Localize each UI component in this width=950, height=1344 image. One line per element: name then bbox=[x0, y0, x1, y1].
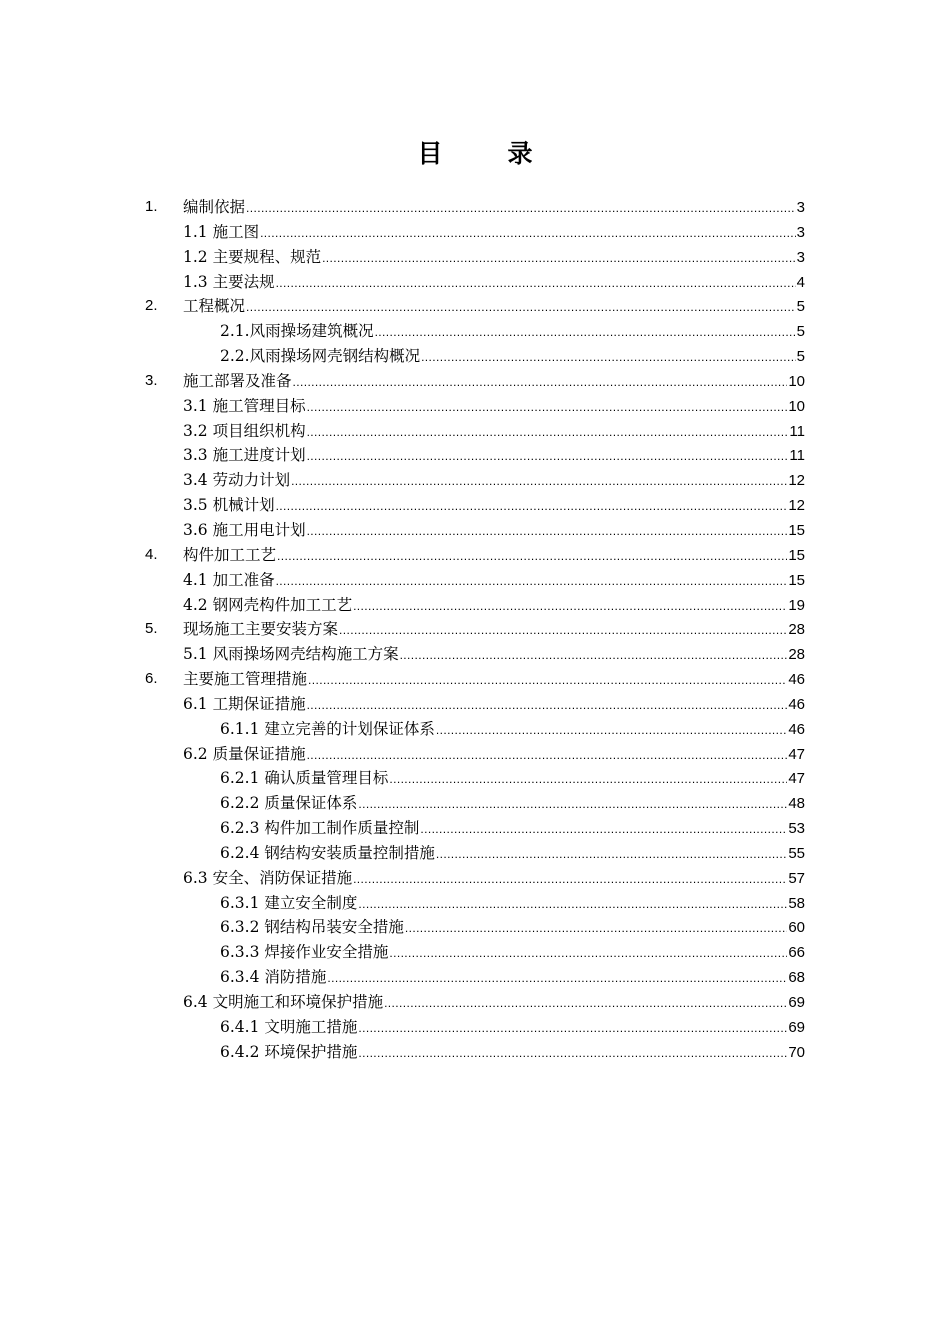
toc-entry-title: 1.1 施工图 bbox=[183, 222, 260, 241]
toc-entry-line bbox=[183, 220, 805, 245]
dot-leader bbox=[400, 643, 788, 667]
dot-leader bbox=[276, 569, 788, 593]
toc-entry-page-number: 66 bbox=[788, 944, 805, 962]
toc-entry-page-number: 11 bbox=[789, 422, 805, 440]
toc-entry[interactable] bbox=[0, 394, 950, 419]
toc-entry-title: 3.3 施工进度计划 bbox=[183, 446, 306, 465]
toc-entry-title: 构件加工工艺 bbox=[183, 545, 277, 564]
toc-entry[interactable] bbox=[0, 319, 950, 344]
toc-entry-number: 5. bbox=[145, 620, 158, 638]
dot-leader bbox=[246, 196, 796, 220]
toc-entry-number: 1. bbox=[145, 198, 158, 215]
toc-entry-page-number: 5 bbox=[796, 323, 805, 341]
toc-entry-page-number: 70 bbox=[788, 1043, 805, 1061]
toc-entry[interactable] bbox=[0, 344, 950, 369]
toc-entry[interactable] bbox=[0, 419, 950, 444]
toc-entry-page-number: 47 bbox=[788, 770, 805, 788]
dot-leader bbox=[389, 941, 787, 965]
dot-leader bbox=[375, 320, 796, 344]
toc-entry-line bbox=[220, 319, 805, 344]
toc-entry-page-number: 69 bbox=[788, 1018, 805, 1036]
toc-entry-page-number: 15 bbox=[788, 521, 805, 539]
toc-entry[interactable] bbox=[0, 1040, 950, 1065]
toc-entry-title: 6.2.2 质量保证体系 bbox=[220, 794, 358, 813]
toc-entry[interactable] bbox=[0, 518, 950, 543]
dot-leader bbox=[421, 345, 796, 369]
toc-entry[interactable] bbox=[0, 940, 950, 965]
toc-entry-line bbox=[183, 195, 805, 220]
toc-entry-page-number: 47 bbox=[788, 745, 805, 763]
toc-entry-line bbox=[183, 568, 805, 593]
toc-entry-line bbox=[183, 270, 805, 295]
toc-entry-title: 主要施工管理措施 bbox=[183, 670, 308, 689]
toc-entry-title: 6.1 工期保证措施 bbox=[183, 694, 306, 713]
dot-leader bbox=[277, 544, 787, 568]
toc-entry-line bbox=[183, 245, 805, 270]
dot-leader bbox=[308, 668, 787, 692]
toc-entry-line bbox=[183, 369, 805, 394]
toc-entry-page-number: 69 bbox=[788, 994, 805, 1011]
toc-entry[interactable] bbox=[0, 195, 950, 220]
toc-entry-page-number: 4 bbox=[796, 273, 805, 291]
toc-entry-line bbox=[183, 692, 805, 717]
toc-entry[interactable] bbox=[0, 891, 950, 916]
toc-entry-title: 2.1.风雨操场建筑概况 bbox=[220, 322, 374, 341]
toc-entry[interactable] bbox=[0, 816, 950, 841]
toc-entry[interactable] bbox=[0, 443, 950, 468]
toc-entry-title: 6.3.2 钢结构吊装安全措施 bbox=[220, 918, 404, 937]
toc-entry-title: 6.2.4 钢结构安装质量控制措施 bbox=[220, 843, 435, 862]
toc-entry[interactable] bbox=[0, 692, 950, 717]
dot-leader bbox=[246, 295, 796, 319]
toc-entry-page-number: 60 bbox=[788, 919, 805, 937]
toc-entry-title: 6.1.1 建立完善的计划保证体系 bbox=[220, 719, 435, 738]
toc-entry-title: 编制依据 bbox=[183, 198, 246, 216]
toc-entry-title: 6.3.1 建立安全制度 bbox=[220, 893, 358, 912]
toc-entry-title: 3.4 劳动力计划 bbox=[183, 471, 291, 490]
dot-leader bbox=[420, 817, 787, 841]
toc-entry-title: 现场施工主要安装方案 bbox=[183, 620, 339, 639]
toc-entry-title: 3.5 机械计划 bbox=[183, 496, 275, 515]
toc-entry[interactable] bbox=[0, 766, 950, 791]
toc-entry-page-number: 10 bbox=[788, 397, 805, 415]
toc-entry-line bbox=[220, 915, 805, 940]
toc-entry-title: 6.4 文明施工和环境保护措施 bbox=[183, 993, 384, 1011]
toc-entry-page-number: 11 bbox=[789, 447, 805, 465]
toc-entry-page-number: 3 bbox=[796, 248, 805, 266]
toc-entry-page-number: 3 bbox=[796, 199, 805, 216]
toc-entry-page-number: 5 bbox=[796, 298, 805, 316]
toc-entry-title: 工程概况 bbox=[183, 297, 246, 316]
dot-leader bbox=[307, 519, 788, 543]
toc-entry-page-number: 15 bbox=[788, 571, 805, 589]
toc-entry-line bbox=[220, 717, 805, 742]
toc-entry[interactable] bbox=[0, 866, 950, 891]
toc-entry-page-number: 19 bbox=[788, 596, 805, 614]
toc-entry-page-number: 46 bbox=[788, 695, 805, 713]
toc-entry-line bbox=[220, 965, 805, 990]
toc-entry-page-number: 3 bbox=[796, 223, 805, 241]
toc-entry-title: 3.1 施工管理目标 bbox=[183, 396, 306, 415]
toc-entry[interactable] bbox=[0, 742, 950, 767]
toc-entry-title: 6.2 质量保证措施 bbox=[183, 744, 306, 763]
toc-entry-page-number: 46 bbox=[788, 671, 805, 689]
toc-entry-line bbox=[183, 543, 805, 568]
toc-entry-line bbox=[220, 940, 805, 965]
table-of-contents bbox=[0, 195, 950, 1065]
dot-leader bbox=[327, 966, 787, 990]
toc-entry[interactable] bbox=[0, 294, 950, 319]
toc-entry[interactable] bbox=[0, 593, 950, 618]
toc-entry-page-number: 46 bbox=[788, 720, 805, 738]
toc-entry[interactable] bbox=[0, 245, 950, 270]
toc-entry[interactable] bbox=[0, 617, 950, 642]
toc-entry-line bbox=[220, 891, 805, 916]
toc-entry-title: 6.2.3 构件加工制作质量控制 bbox=[220, 819, 420, 838]
toc-entry-page-number: 57 bbox=[788, 869, 805, 887]
dot-leader bbox=[358, 792, 787, 816]
page-title: 目 录 bbox=[417, 139, 553, 168]
toc-entry[interactable] bbox=[0, 468, 950, 493]
dot-leader bbox=[358, 1041, 787, 1065]
dot-leader bbox=[353, 867, 787, 891]
toc-entry[interactable] bbox=[0, 1015, 950, 1040]
toc-entry-line bbox=[220, 1015, 805, 1040]
toc-entry-title: 5.1 风雨操场网壳结构施工方案 bbox=[183, 645, 399, 664]
toc-entry-number: 2. bbox=[145, 297, 158, 315]
toc-entry-title: 3.6 施工用电计划 bbox=[183, 520, 306, 539]
toc-entry-title: 6.3.4 消防措施 bbox=[220, 968, 327, 987]
toc-entry-page-number: 68 bbox=[788, 969, 805, 987]
toc-entry-title: 6.2.1 确认质量管理目标 bbox=[220, 769, 389, 788]
toc-entry-title: 1.3 主要法规 bbox=[183, 272, 275, 291]
toc-entry[interactable] bbox=[0, 965, 950, 990]
toc-entry-line bbox=[183, 742, 805, 767]
toc-entry-page-number: 28 bbox=[788, 621, 805, 639]
toc-entry-page-number: 5 bbox=[796, 348, 805, 366]
toc-entry[interactable] bbox=[0, 543, 950, 568]
toc-entry-page-number: 10 bbox=[788, 372, 805, 390]
toc-entry-line bbox=[183, 667, 805, 692]
dot-leader bbox=[307, 420, 789, 444]
toc-entry-line bbox=[220, 1040, 805, 1065]
toc-entry-page-number: 53 bbox=[788, 820, 805, 838]
toc-entry-title: 2.2.风雨操场网壳钢结构概况 bbox=[220, 347, 421, 366]
toc-entry-line bbox=[183, 468, 805, 493]
toc-entry-title: 6.4.2 环境保护措施 bbox=[220, 1042, 358, 1061]
toc-entry[interactable] bbox=[0, 915, 950, 940]
toc-entry[interactable] bbox=[0, 667, 950, 692]
dot-leader bbox=[260, 221, 796, 245]
toc-entry-line bbox=[183, 493, 805, 518]
toc-entry[interactable] bbox=[0, 642, 950, 667]
toc-entry[interactable] bbox=[0, 568, 950, 593]
toc-entry[interactable] bbox=[0, 990, 950, 1015]
dot-leader bbox=[353, 594, 787, 618]
toc-entry-title: 6.3.3 焊接作业安全措施 bbox=[220, 943, 389, 962]
dot-leader bbox=[436, 842, 787, 866]
toc-entry-line bbox=[183, 443, 805, 468]
toc-entry-line bbox=[220, 841, 805, 866]
toc-entry-line bbox=[183, 518, 805, 543]
toc-entry-line bbox=[220, 766, 805, 791]
toc-entry-line bbox=[183, 394, 805, 419]
toc-entry-page-number: 15 bbox=[788, 546, 805, 564]
toc-entry-number: 3. bbox=[145, 371, 158, 389]
dot-leader bbox=[358, 1016, 787, 1040]
toc-entry-title: 4.1 加工准备 bbox=[183, 570, 275, 589]
toc-entry[interactable] bbox=[0, 791, 950, 816]
toc-entry-page-number: 12 bbox=[788, 472, 805, 490]
toc-entry-line bbox=[183, 642, 805, 667]
toc-entry-title: 4.2 钢网壳构件加工工艺 bbox=[183, 595, 353, 614]
dot-leader bbox=[307, 693, 788, 717]
dot-leader bbox=[384, 991, 787, 1015]
toc-entry-title: 1.2 主要规程、规范 bbox=[183, 247, 322, 266]
toc-entry-page-number: 12 bbox=[788, 497, 805, 515]
dot-leader bbox=[276, 494, 788, 518]
toc-entry-number: 6. bbox=[145, 670, 158, 688]
dot-leader bbox=[307, 444, 789, 468]
dot-leader bbox=[293, 370, 788, 394]
dot-leader bbox=[358, 892, 787, 916]
toc-entry-line bbox=[220, 344, 805, 369]
toc-entry[interactable] bbox=[0, 369, 950, 394]
dot-leader bbox=[276, 271, 796, 295]
dot-leader bbox=[291, 469, 787, 493]
dot-leader bbox=[307, 743, 788, 767]
toc-entry[interactable] bbox=[0, 493, 950, 518]
toc-entry-line bbox=[183, 866, 805, 891]
dot-leader bbox=[389, 767, 787, 791]
toc-entry-line bbox=[183, 419, 805, 444]
toc-entry-page-number: 55 bbox=[788, 844, 805, 862]
toc-entry-title: 施工部署及准备 bbox=[183, 371, 292, 390]
toc-entry-line bbox=[183, 990, 805, 1015]
toc-entry-page-number: 48 bbox=[788, 795, 805, 813]
toc-entry-line bbox=[183, 617, 805, 642]
dot-leader bbox=[436, 718, 787, 742]
toc-entry[interactable] bbox=[0, 270, 950, 295]
toc-entry-line bbox=[220, 791, 805, 816]
toc-entry-page-number: 58 bbox=[788, 894, 805, 912]
toc-entry-page-number: 28 bbox=[788, 646, 805, 664]
toc-entry-title: 6.4.1 文明施工措施 bbox=[220, 1017, 358, 1036]
dot-leader bbox=[322, 246, 796, 270]
toc-entry-number: 4. bbox=[145, 545, 158, 563]
toc-entry-title: 6.3 安全、消防保证措施 bbox=[183, 868, 353, 887]
toc-entry-title: 3.2 项目组织机构 bbox=[183, 421, 306, 440]
toc-entry[interactable] bbox=[0, 717, 950, 742]
toc-entry-line bbox=[220, 816, 805, 841]
toc-entry-line bbox=[183, 593, 805, 618]
dot-leader bbox=[339, 618, 787, 642]
toc-entry[interactable] bbox=[0, 841, 950, 866]
dot-leader bbox=[405, 916, 787, 940]
toc-entry[interactable] bbox=[0, 220, 950, 245]
toc-entry-line bbox=[183, 294, 805, 319]
dot-leader bbox=[307, 395, 788, 419]
